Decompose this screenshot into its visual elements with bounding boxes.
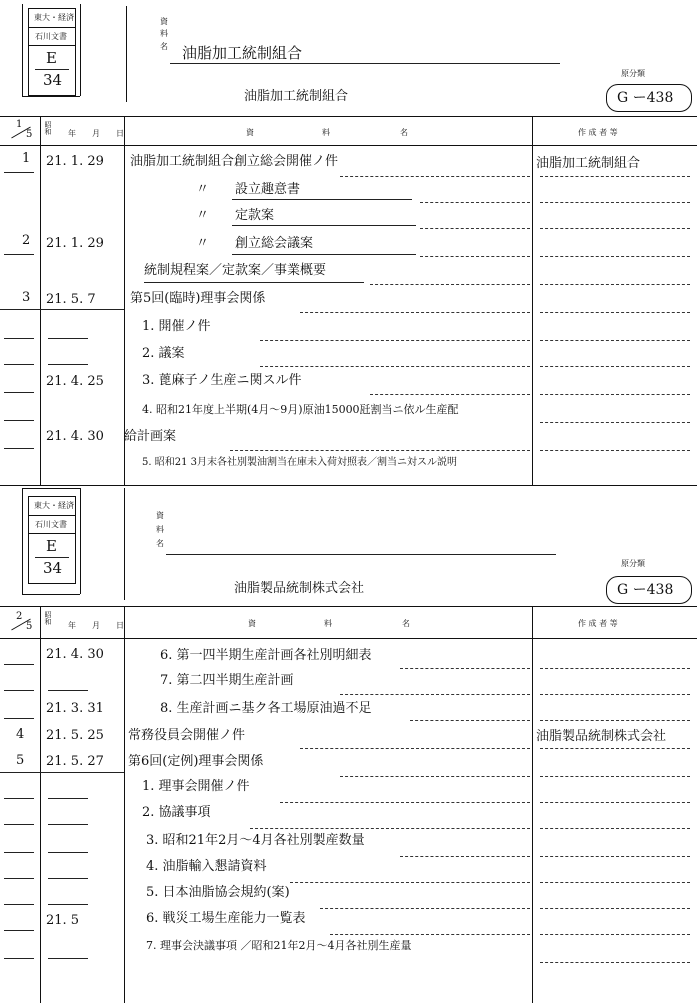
row-date: 21. 4. 30 xyxy=(46,647,104,662)
row-date: 21. 5. 7 xyxy=(46,292,96,307)
page-total: 5 xyxy=(26,621,33,632)
archive-stamp xyxy=(28,8,76,96)
row-date: 21. 5. 25 xyxy=(46,728,104,743)
row-title: 統制規程案／定款案／事業概要 xyxy=(144,263,327,278)
header-era: 昭和 xyxy=(44,121,52,135)
row-title: 6. 戦災工場生産能力一覧表 xyxy=(146,911,306,926)
header-year: 年 xyxy=(68,621,76,630)
stamp-code-number: 34 xyxy=(43,71,63,89)
row-number: 1 xyxy=(22,151,31,166)
header-mei: 名 xyxy=(402,619,410,628)
header-month: 月 xyxy=(92,129,100,138)
label-shiryo: 資 xyxy=(160,17,168,26)
header-author: 作 成 者 等 xyxy=(578,128,618,137)
id-label: 原分類 xyxy=(621,559,645,568)
document-subtitle: 油脂加工統制組合 xyxy=(244,89,349,104)
document-subtitle: 油脂製品統制株式会社 xyxy=(234,581,365,596)
row-title: 給計画案 xyxy=(124,429,177,444)
classification-number: G ー438 xyxy=(617,582,674,598)
row-title: 8. 生産計画ニ基ク各工場原油過不足 xyxy=(160,701,372,716)
id-label: 原分類 xyxy=(621,69,645,78)
row-title: 1. 理事会開催ノ件 xyxy=(142,779,250,794)
row-title: 〃 創立総会議案 xyxy=(196,236,314,251)
stamp-collection: 石川文書 xyxy=(35,520,67,529)
catalog-sheet-2 xyxy=(0,488,697,1003)
row-title: 7. 第二四半期生産計画 xyxy=(160,673,294,688)
label-mei: 名 xyxy=(160,42,168,51)
catalog-sheet-1 xyxy=(0,0,697,485)
row-number: 5 xyxy=(16,753,25,768)
row-date: 21. 1. 29 xyxy=(46,154,104,169)
classification-box xyxy=(606,84,692,112)
label-mei: 名 xyxy=(156,539,164,548)
label-shiryo: 資 xyxy=(156,511,164,520)
classification-number: G ー438 xyxy=(617,90,674,106)
row-title: 6. 第一四半期生産計画各社別明細表 xyxy=(160,648,372,663)
row-title: 4. 昭和21年度上半期(4月〜9月)原油15000瓩割当ニ依ル生産配 xyxy=(142,403,459,416)
header-shiryo: 資 xyxy=(248,619,256,628)
row-author: 油脂加工統制組合 xyxy=(536,156,641,171)
header-shiryo: 資 xyxy=(246,128,254,137)
row-date: 21. 1. 29 xyxy=(46,236,104,251)
row-title: 常務役員会開催ノ件 xyxy=(128,728,246,743)
header-year: 年 xyxy=(68,129,76,138)
page-total: 5 xyxy=(26,129,33,140)
row-title: 〃 設立趣意書 xyxy=(196,182,301,197)
row-title: 5. 日本油脂協会規約(案) xyxy=(146,885,290,900)
row-title: 7. 理事会決議事項 ／昭和21年2月〜4月各社別生産量 xyxy=(146,939,412,952)
stamp-code-letter: E xyxy=(46,537,57,555)
stamp-institution: 東大・経済 xyxy=(34,501,74,510)
row-title: 1. 開催ノ件 xyxy=(142,319,211,334)
page-number: 2 xyxy=(16,611,23,622)
stamp-institution: 東大・経済 xyxy=(34,13,74,22)
row-title: 油脂加工統制組合創立総会開催ノ件 xyxy=(130,154,339,169)
row-date: 21. 5 xyxy=(46,913,80,928)
label-ryo: 料 xyxy=(156,525,164,534)
row-number: 2 xyxy=(22,233,31,248)
row-date: 21. 3. 31 xyxy=(46,701,104,716)
row-title: 2. 協議事項 xyxy=(142,805,211,820)
stamp-code-number: 34 xyxy=(43,559,63,577)
header-day: 日 xyxy=(116,129,124,138)
header-day: 日 xyxy=(116,621,124,630)
stamp-code-letter: E xyxy=(46,49,57,67)
row-author: 油脂製品統制株式会社 xyxy=(536,729,667,744)
classification-box xyxy=(606,576,692,604)
header-ryo: 料 xyxy=(324,619,332,628)
header-mei: 名 xyxy=(400,128,408,137)
row-title: 第5回(臨時)理事会関係 xyxy=(130,291,266,306)
header-author: 作 成 者 等 xyxy=(578,619,618,628)
row-date: 21. 4. 25 xyxy=(46,374,104,389)
archive-stamp xyxy=(28,496,76,584)
header-ryo: 料 xyxy=(322,128,330,137)
row-title: 4. 油脂輸入懇請資料 xyxy=(146,859,267,874)
label-ryo: 料 xyxy=(160,29,168,38)
header-era: 昭和 xyxy=(44,611,52,625)
row-date: 21. 4. 30 xyxy=(46,429,104,444)
row-number: 3 xyxy=(22,290,31,305)
row-title: 3. 蓖麻子ノ生産ニ関スル件 xyxy=(142,373,302,388)
row-number: 4 xyxy=(16,727,25,742)
row-date: 21. 5. 27 xyxy=(46,754,104,769)
header-month: 月 xyxy=(92,621,100,630)
row-title: 3. 昭和21年2月〜4月各社別製産数量 xyxy=(146,833,365,848)
row-title: 5. 昭和21 3月末各社別製油割当在庫未入荷対照表／割当ニ対スル説明 xyxy=(142,457,457,468)
row-title: 2. 議案 xyxy=(142,346,185,361)
row-title: 〃 定款案 xyxy=(196,208,275,223)
document-title: 油脂加工統制組合 xyxy=(182,44,303,62)
page-number: 1 xyxy=(16,119,23,130)
stamp-collection: 石川文書 xyxy=(35,32,67,41)
row-title: 第6回(定例)理事会関係 xyxy=(128,754,264,769)
